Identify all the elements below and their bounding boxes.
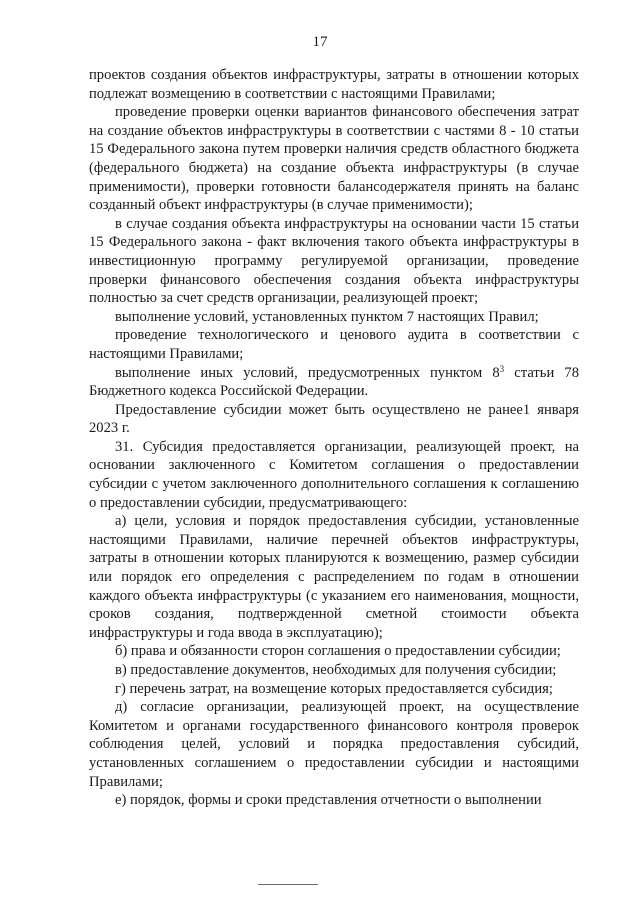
paragraph-text: статьи 78 Бюджетного кодекса Российской Федерации. (89, 364, 579, 400)
paragraph-text: выполнение иных условий, предусмотренных пунктом 8 (115, 364, 500, 381)
paragraph: а) цели, условия и порядок предоставления субсидии, установленные настоящими Правилами, наличие перечней объектов инфраструктуры, затраты в отношении которых планируются к возмещению, размер субсидии или порядок его определения с распределением по годам в отношении каждого объекта инфраструктуры (с указанием его наименования, мощности, сроков создания, подтвержденной сметной стоимости объекта инфраструктуры и года ввода в эксплуатацию); (89, 513, 579, 641)
body-text (89, 66, 579, 810)
superscript: 3 (499, 363, 505, 374)
paragraph: в случае создания объекта инфраструктуры на основании части 15 статьи 15 Федерального закона - факт включения такого объекта инфраструктуры в инвестиционную программу регулируемой организации, проведение проверки финансового обеспечения создания объекта инфраструктуры полностью за счет средств организации, реализующей проект; (89, 215, 579, 307)
paragraph: д) согласие организации, реализующей проект, на осуществление Комитетом и органами государственного финансового контроля проверок соблюдения целей, условий и порядка предоставления субсидий, установленных соглашением о предоставлении субсидии и настоящими Правилами; (89, 699, 579, 790)
paragraph: проведение проверки оценки вариантов финансового обеспечения затрат на создание объектов инфраструктуры в соответствии с частями 8 - 10 статьи 15 Федерального закона путем проверки наличия средств областного бюджета (федерального бюджета) на создание объекта инфраструктуры (в случае применимости), проверки готовности балансодержателя принять на баланс созданный объект инфраструктуры (в случае применимости); (89, 104, 579, 214)
paragraph: в) предоставление документов, необходимых для получения субсидии; (115, 662, 557, 678)
paragraph: Предоставление субсидии может быть осуществлено не ранее1 января 2023 г. (89, 401, 579, 437)
paragraph: проектов создания объектов инфраструктуры, затраты в отношении которых подлежат возмещению в соответствии с настоящими Правилами; (89, 67, 579, 102)
paragraph: е) порядок, формы и сроки представления отчетности о выполнении (115, 792, 542, 809)
paragraph: проведение технологического и ценового аудита в соответствии с настоящими Правилами; (89, 327, 579, 362)
paragraph (89, 364, 579, 401)
footer-divider (258, 884, 318, 885)
page-number: 17 (312, 34, 328, 50)
paragraph: б) права и обязанности сторон соглашения о предоставлении субсидии; (115, 643, 561, 660)
paragraph: г) перечень затрат, на возмещение которых предоставляется субсидия; (115, 680, 553, 697)
paragraph: 31. Субсидия предоставляется организации, реализующей проект, на основании заключенного с Комитетом соглашения о предоставлении субсидии с учетом заключенного дополнительного соглашения к соглашению о предоставлении субсидии, предусматривающего: (89, 438, 579, 511)
paragraph: выполнение условий, установленных пунктом 7 настоящих Правил; (115, 308, 539, 325)
